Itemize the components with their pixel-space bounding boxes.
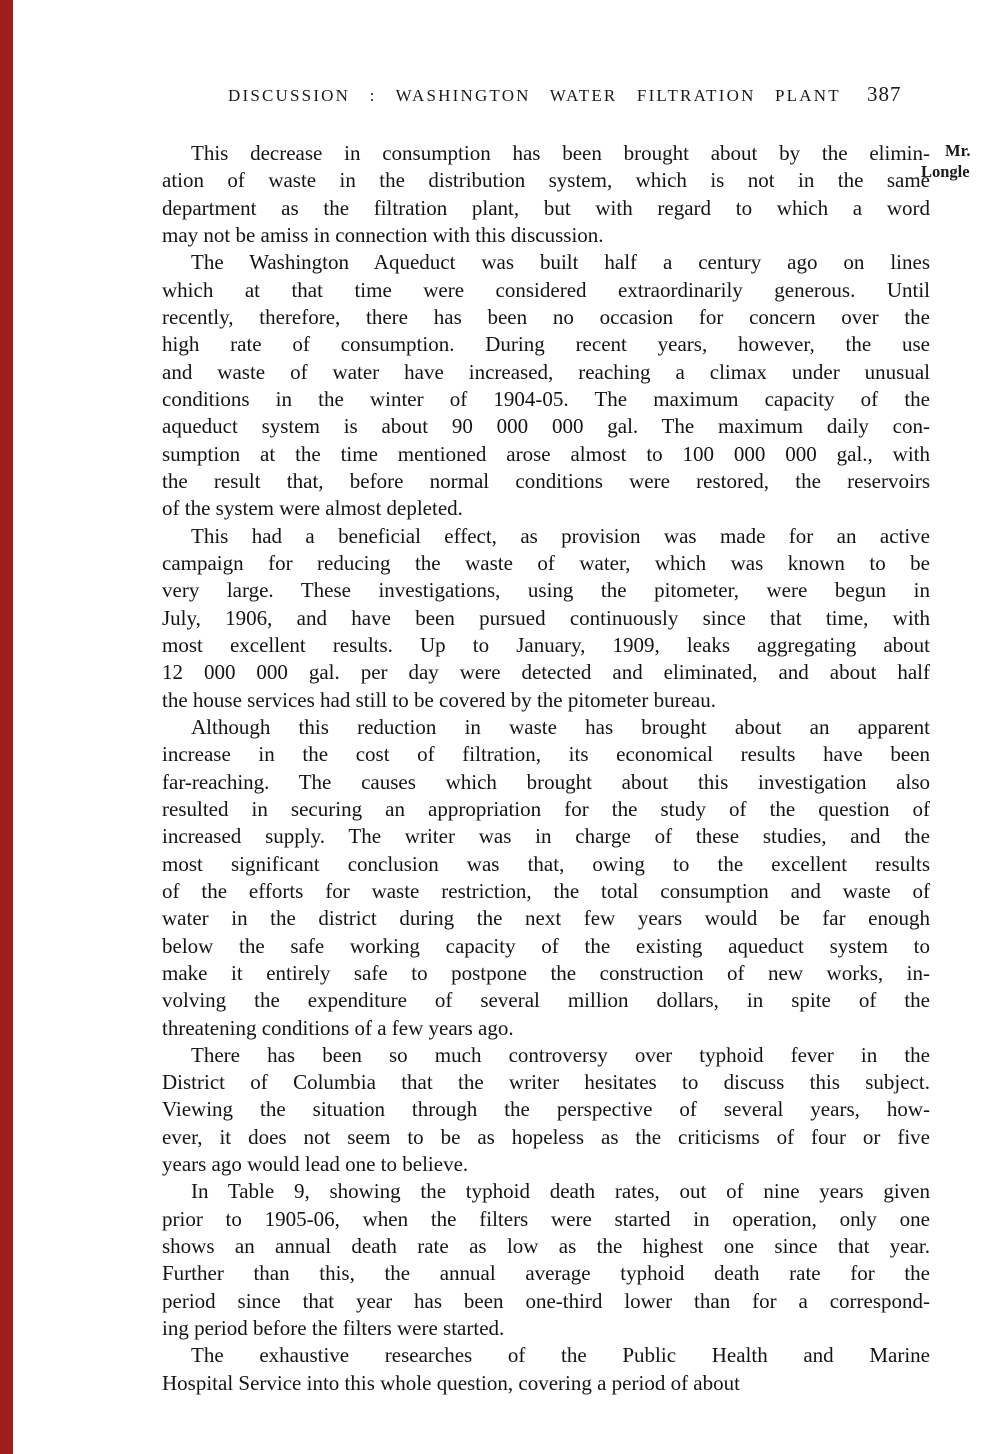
paragraph-5 xyxy=(162,1042,930,1179)
paragraph-2 xyxy=(162,249,930,522)
text-line: and waste of water have increased, reaching a climax under unusual xyxy=(162,359,930,384)
text-line: far-reaching. The causes which brought about this investigation also xyxy=(162,769,930,794)
text-line: There has been so much controversy over typhoid fever in the xyxy=(191,1042,930,1067)
text-line: threatening conditions of a few years ago. xyxy=(162,1015,514,1040)
text-line: increased supply. The writer was in charge of these studies, and the xyxy=(162,824,930,849)
page-number: 387 xyxy=(867,82,902,106)
text-line: below the safe working capacity of the existing aqueduct system to xyxy=(162,933,930,958)
text-line: July, 1906, and have been pursued continuously since that time, with xyxy=(162,605,930,630)
text-line: recently, therefore, there has been no occasion for concern over the xyxy=(162,304,930,329)
text-line: ing period before the filters were started. xyxy=(162,1316,505,1341)
text-line: The Washington Aqueduct was built half a century ago on lines xyxy=(191,250,930,275)
body-text xyxy=(162,140,930,1397)
text-line: may not be amiss in connection with this discussion. xyxy=(162,222,604,247)
text-line: This decrease in consumption has been brought about by the elimin- xyxy=(191,141,930,165)
text-line: most significant conclusion was that, owing to the excellent results xyxy=(162,851,930,876)
text-line: make it entirely safe to postpone the construction of new works, in- xyxy=(162,960,930,985)
paragraph-1 xyxy=(162,140,930,249)
text-line: sumption at the time mentioned arose almost to 100 000 000 gal., with xyxy=(162,441,930,466)
paragraph-6 xyxy=(162,1178,930,1342)
paragraph-7 xyxy=(162,1342,930,1397)
text-line: the house services had still to be covered by the pitometer bureau. xyxy=(162,687,716,712)
text-line: department as the filtration plant, but with regard to which a word xyxy=(162,195,930,220)
text-line: This had a beneficial effect, as provision was made for an active xyxy=(191,523,930,548)
margin-note-line2: Longle xyxy=(921,161,970,181)
text-line: shows an annual death rate as low as the highest one since that year. xyxy=(162,1234,930,1259)
text-line: campaign for reducing the waste of water, which was known to be xyxy=(162,550,930,575)
running-header-title: DISCUSSION : WASHINGTON WATER FILTRATION PLANT xyxy=(228,86,841,105)
text-line: which at that time were considered extraordinarily generous. Until xyxy=(162,277,930,302)
paragraph-4 xyxy=(162,714,930,1042)
text-line: of the efforts for waste restriction, the total consumption and waste of xyxy=(162,878,930,903)
margin-note-line1: Mr. xyxy=(945,141,971,160)
paragraph-3 xyxy=(162,523,930,714)
text-line: conditions in the winter of 1904-05. The maximum capacity of the xyxy=(162,386,930,411)
text-line: of the system were almost depleted. xyxy=(162,496,463,521)
text-line: volving the expenditure of several million dollars, in spite of the xyxy=(162,988,930,1013)
text-line: Hospital Service into this whole question, covering a period of about xyxy=(162,1370,740,1395)
text-line: In Table 9, showing the typhoid death rates, out of nine years given xyxy=(191,1179,930,1204)
text-line: Viewing the situation through the perspective of several years, how- xyxy=(162,1097,930,1122)
text-line: most excellent results. Up to January, 1909, leaks aggregating about xyxy=(162,632,930,657)
text-line: resulted in securing an appropriation for the study of the question of xyxy=(162,796,930,821)
text-line: Although this reduction in waste has brought about an apparent xyxy=(191,714,930,739)
text-line: The exhaustive researches of the Public Health and Marine xyxy=(191,1343,930,1368)
text-line: aqueduct system is about 90 000 000 gal. The maximum daily con- xyxy=(162,414,930,439)
text-line: Further than this, the annual average typhoid death rate for the xyxy=(162,1261,930,1286)
text-line: period since that year has been one-third lower than for a correspond- xyxy=(162,1288,930,1313)
text-line: prior to 1905-06, when the filters were started in operation, only one xyxy=(162,1206,930,1231)
text-line: District of Columbia that the writer hesitates to discuss this subject. xyxy=(162,1070,930,1095)
text-line: ation of waste in the distribution system, which is not in the same xyxy=(162,168,930,193)
book-edge-strip xyxy=(0,0,13,1454)
text-line: years ago would lead one to believe. xyxy=(162,1152,469,1177)
text-line: high rate of consumption. During recent years, however, the use xyxy=(162,332,930,357)
text-line: the result that, before normal conditions were restored, the reservoirs xyxy=(162,468,930,493)
text-line: very large. These investigations, using the pitometer, were begun in xyxy=(162,578,930,603)
text-line: 12 000 000 gal. per day were detected and eliminated, and about half xyxy=(162,660,930,685)
text-line: increase in the cost of filtration, its economical results have been xyxy=(162,742,930,767)
text-line: water in the district during the next few years would be far enough xyxy=(162,906,930,931)
text-line: ever, it does not seem to be as hopeless as the criticisms of four or five xyxy=(162,1124,930,1149)
